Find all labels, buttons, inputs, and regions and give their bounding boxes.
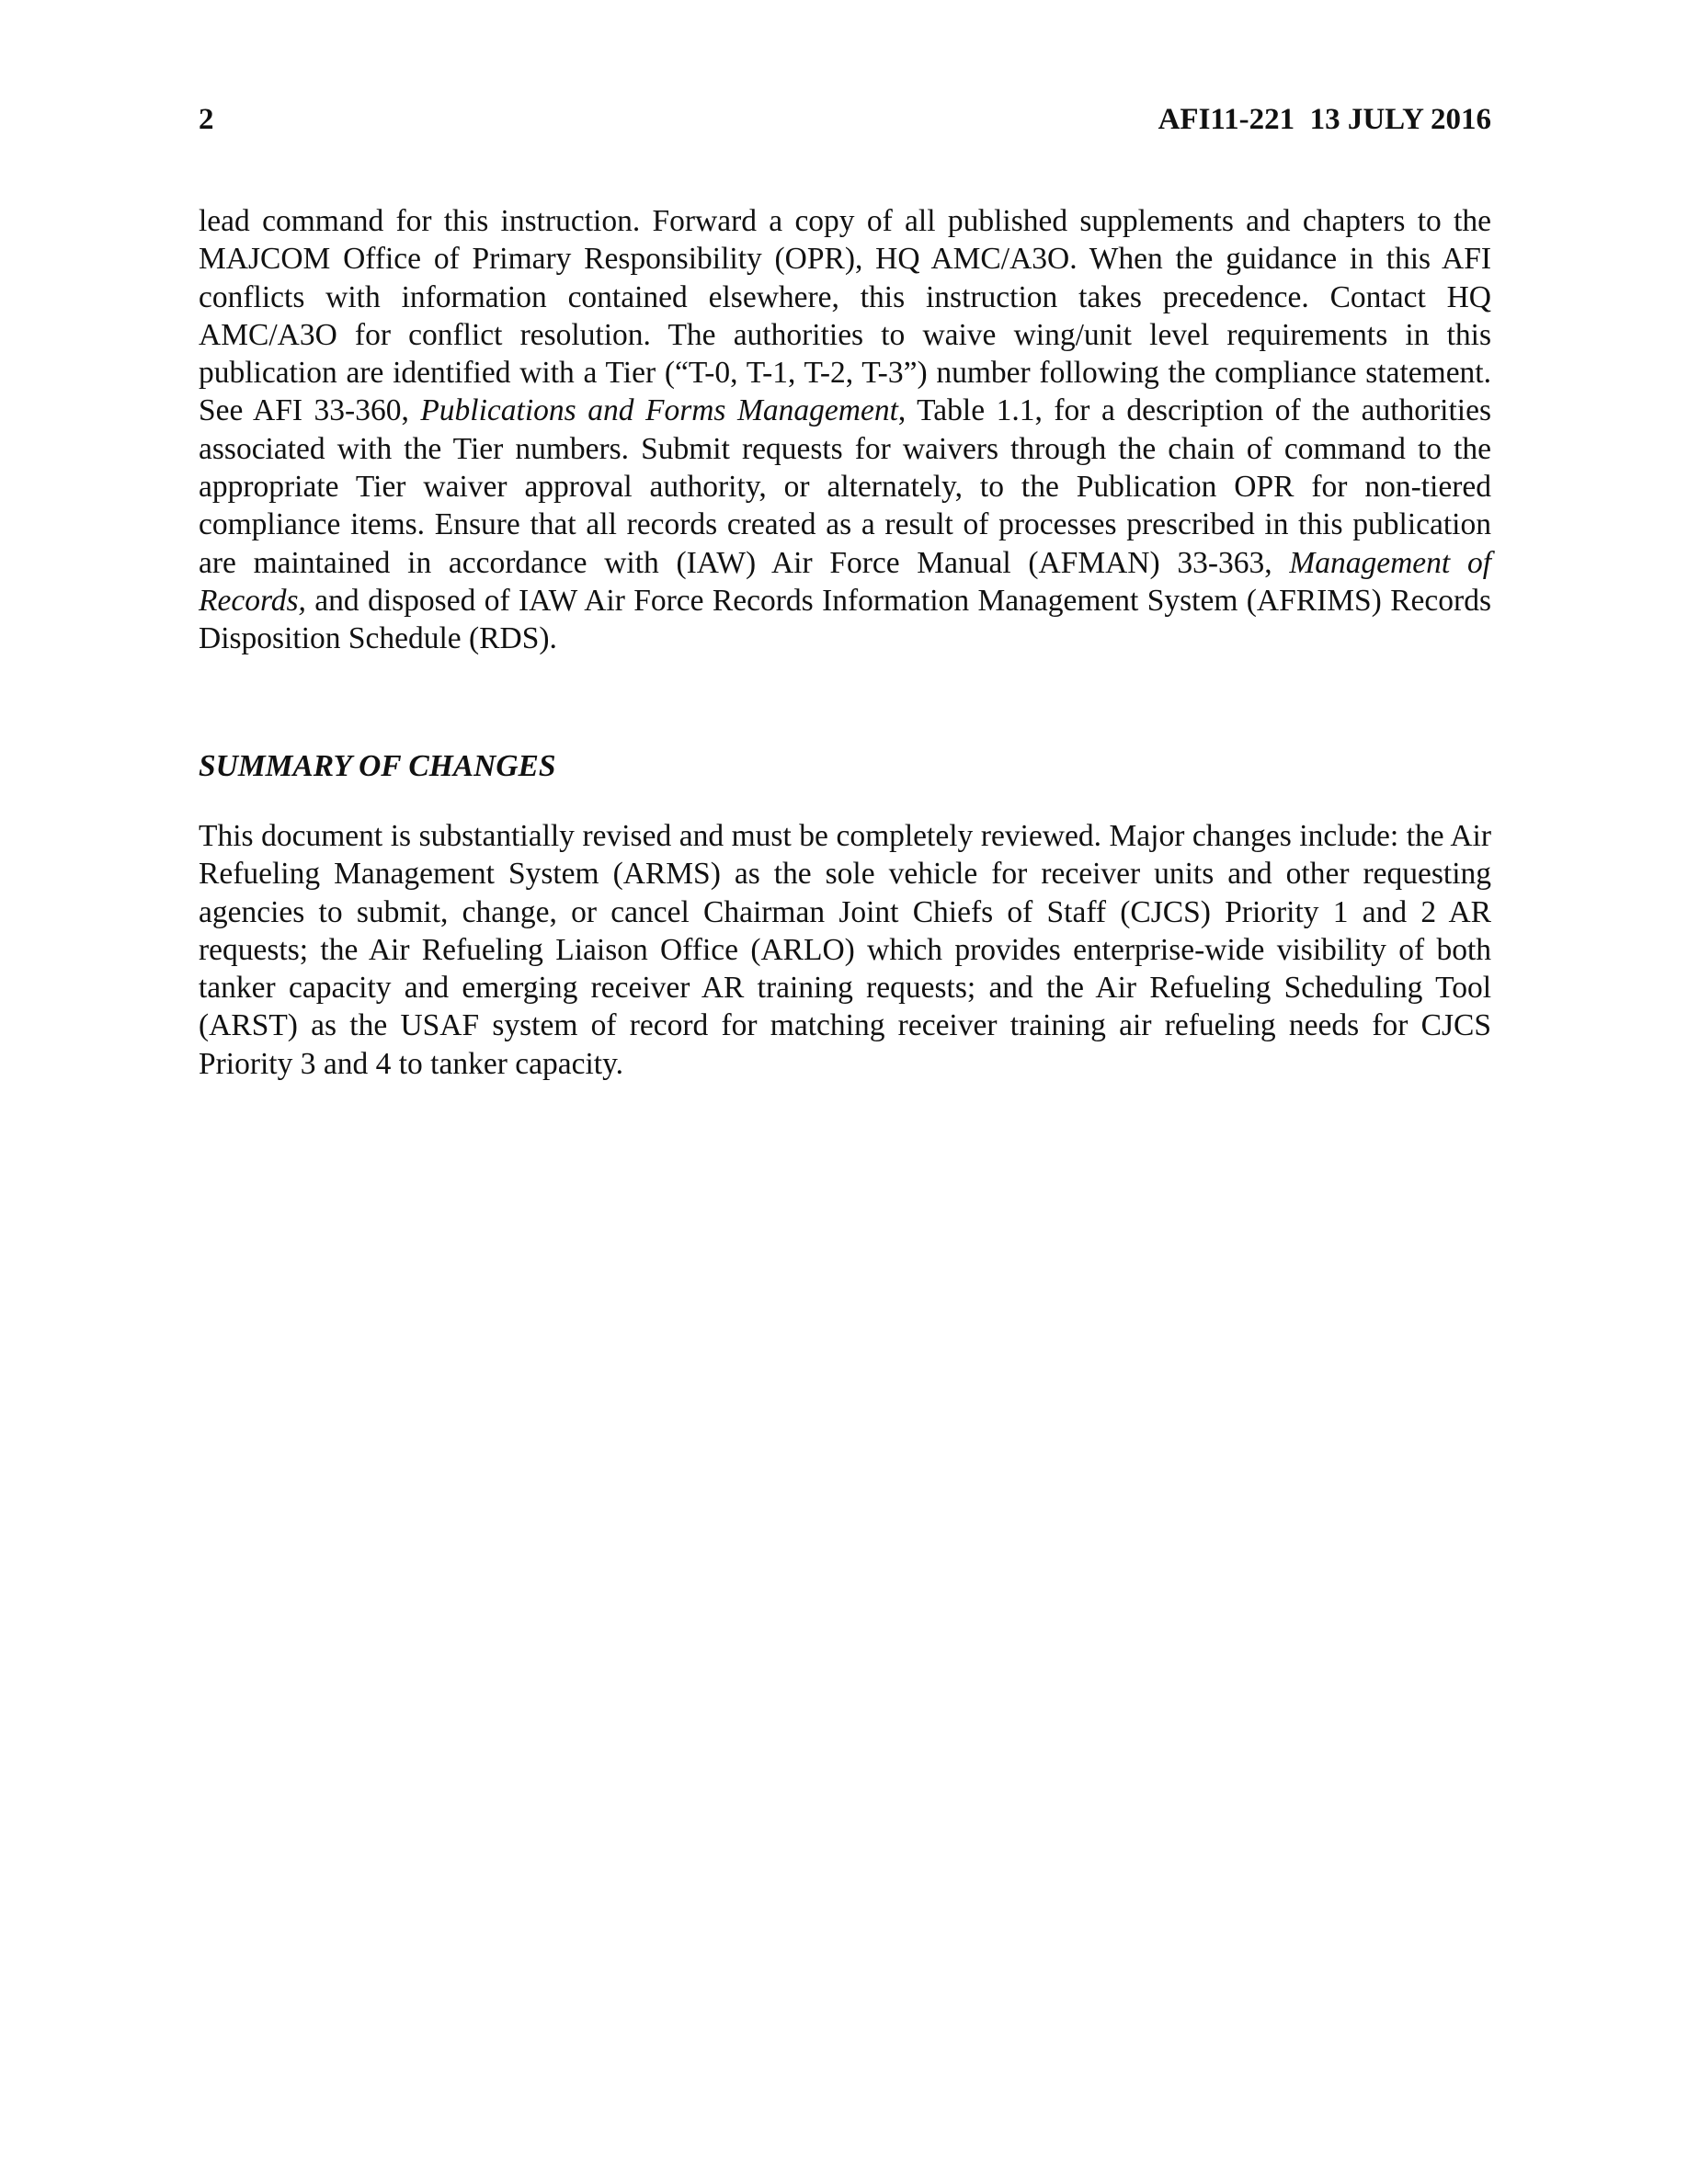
summary-paragraph: This document is substantially revised and must be completely reviewed. Major changes include: the Air Refueling Management System (ARMS) as the sole vehicle for receiver units and other requesting agencies to submit, change, or cancel Chairman Joint Chiefs of Staff (CJCS) Priority 1 and 2 AR requests; the Air Refueling Liaison Office (ARLO) which provides enterprise-wide visibility of both tanker capacity and emerging receiver AR training requests; and the Air Refueling Scheduling Tool (ARST) as the USAF system of record for matching receiver training air refueling needs for CJCS Priority 3 and 4 to tanker capacity.: [199, 819, 1491, 1081]
page-number: 2: [199, 103, 214, 136]
intro-paragraph: [199, 202, 1491, 658]
intro-text-part-3: and disposed of IAW Air Force Records Information Management System (AFRIMS) Records Disposition Schedule (RDS).: [199, 583, 1491, 656]
page-header: [199, 99, 1491, 140]
summary-heading: SUMMARY OF CHANGES: [199, 749, 556, 783]
intro-text-part-1: lead command for this instruction. Forward a copy of all published supplements and chapters to the MAJCOM Office of Primary Responsibility (OPR), HQ AMC/A3O. When the guidance in this AFI conflicts with information contained elsewhere, this instruction takes precedence. Contact HQ AMC/A3O for conflict resolution. The authorities to waive wing/unit level requirements in this publication are identified with a Tier (“T-0, T-1, T-2, T-3”) number following the compliance statement. See AFI 33-360,: [199, 204, 1491, 428]
document-identifier: AFI11-221 13 JULY 2016: [1158, 103, 1491, 136]
intro-text-part-2: , Table 1.1, for a description of the authorities associated with the Tier numbers. Submit requests for waivers through the chain of command to the appropriate Tier waiver approval authority, or alternately, to the Publication OPR for non-tiered compliance items. Ensure that all records created as a result of processes prescribed in this publication are maintained in accordance with (IAW) Air Force Manual (AFMAN) 33-363,: [199, 393, 1491, 580]
records-manual-title-reference: Management of Records,: [199, 545, 1492, 618]
publication-title-reference: Publications and Forms Management: [420, 393, 898, 428]
